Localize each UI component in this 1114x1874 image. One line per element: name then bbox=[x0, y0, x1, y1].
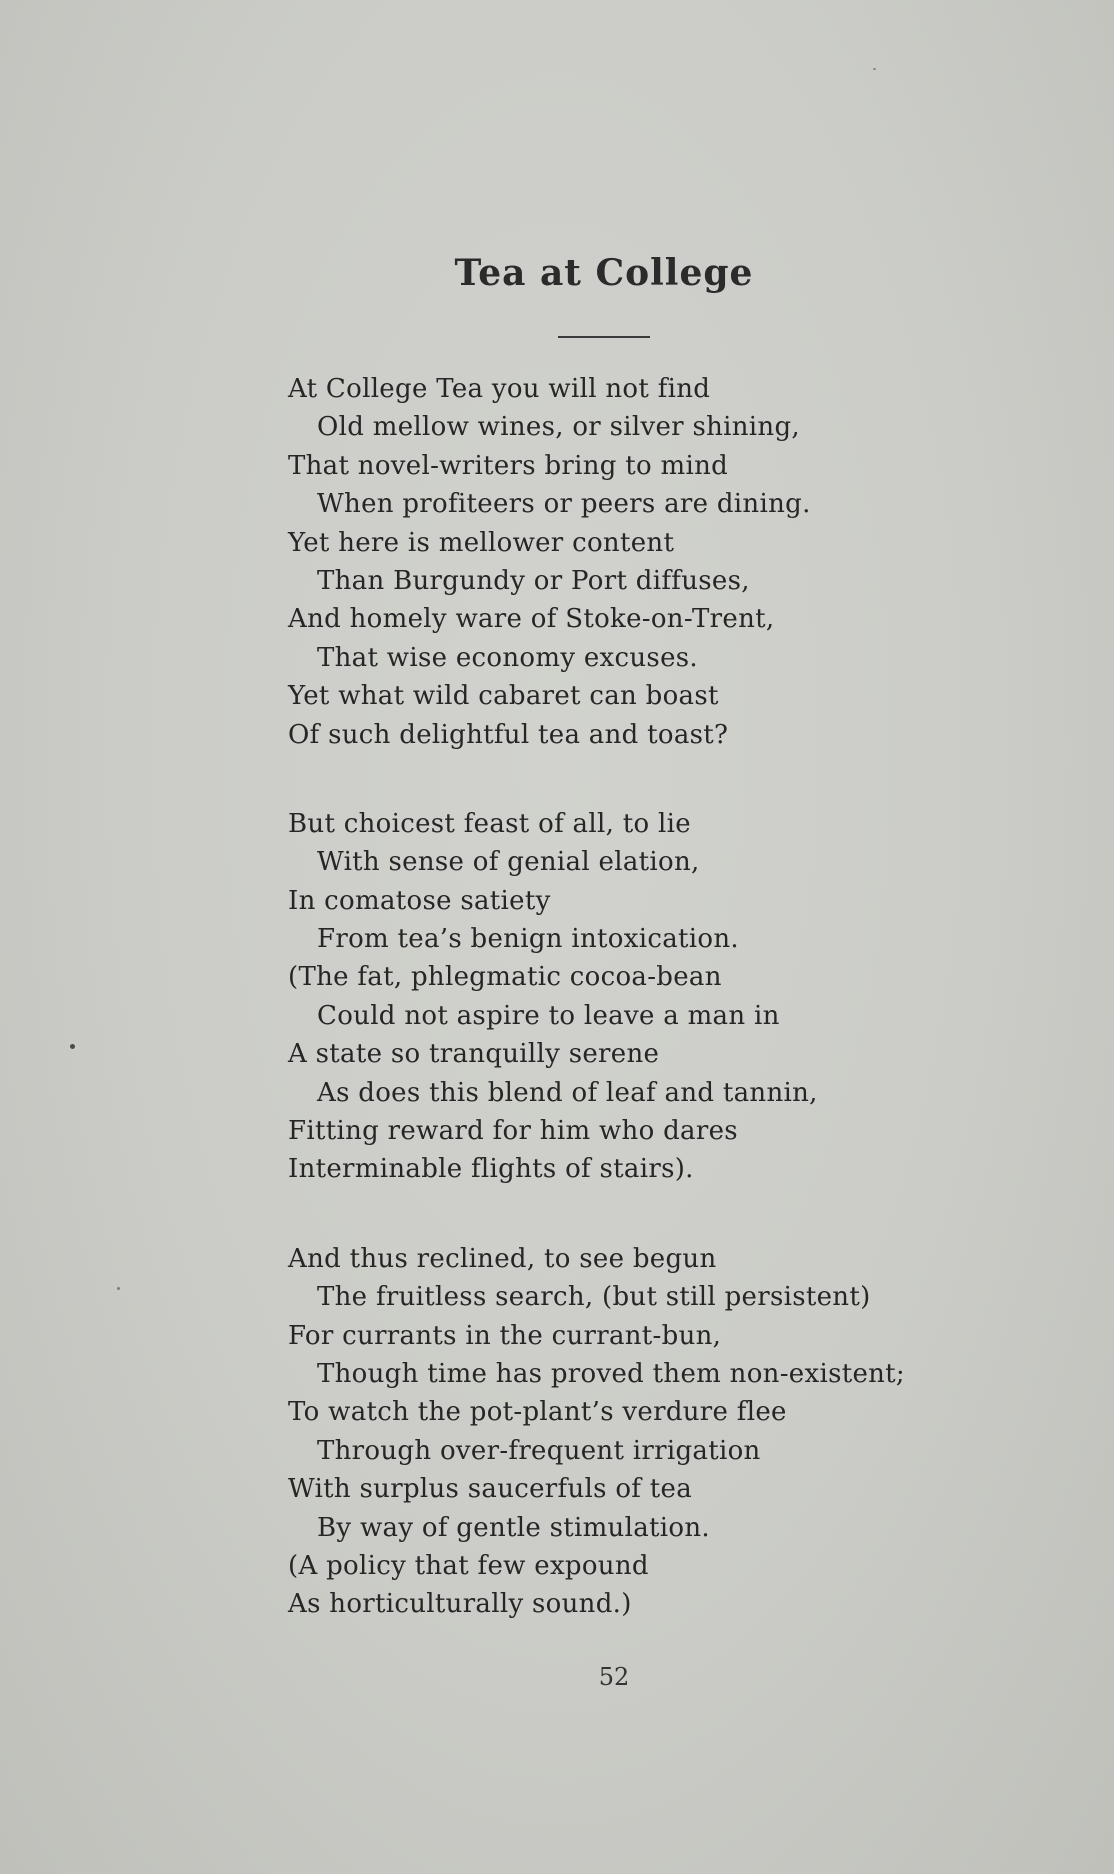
poem-line: At College Tea you will not find bbox=[288, 374, 711, 404]
poem-line: Though time has proved them non-existent; bbox=[317, 1358, 905, 1389]
stanza-1 bbox=[288, 370, 1068, 754]
poem-line: With sense of genial elation, bbox=[317, 847, 700, 878]
poem-line: And thus reclined, to see begun bbox=[288, 1243, 717, 1274]
poem-line: Than Burgundy or Port diffuses, bbox=[317, 565, 750, 596]
paper-speck bbox=[873, 68, 876, 70]
stanza-2 bbox=[288, 805, 1068, 1189]
poem-line: Yet here is mellower content bbox=[288, 527, 675, 558]
poem-line: With surplus saucerfuls of tea bbox=[288, 1474, 693, 1505]
poem-line: Interminable flights of stairs). bbox=[288, 1154, 694, 1185]
paper-speck bbox=[117, 1287, 120, 1290]
poem-line: Of such delightful tea and toast? bbox=[288, 719, 729, 750]
page-number: 52 bbox=[598, 1663, 630, 1691]
poem-line: As does this blend of leaf and tannin, bbox=[317, 1077, 818, 1108]
poem-line: The fruitless search, (but still persistent) bbox=[317, 1282, 871, 1313]
poem-line: For currants in the currant-bun, bbox=[288, 1320, 722, 1351]
poem-line: From tea’s benign intoxication. bbox=[317, 924, 739, 955]
poem-line: To watch the pot-plant’s verdure flee bbox=[288, 1397, 787, 1428]
poem-line: That novel-writers bring to mind bbox=[288, 450, 729, 481]
poem-line: A state so tranquilly serene bbox=[288, 1039, 660, 1070]
title-divider bbox=[558, 336, 650, 338]
poem-line: In comatose satiety bbox=[288, 885, 551, 916]
poem-line: Old mellow wines, or silver shining, bbox=[317, 412, 800, 443]
poem-line: And homely ware of Stoke-on-Trent, bbox=[288, 604, 775, 635]
poem-line: Through over-frequent irrigation bbox=[317, 1435, 761, 1466]
poem-line: As horticulturally sound.) bbox=[288, 1589, 632, 1620]
poem-title: Tea at College bbox=[454, 252, 754, 294]
poem-line: When profiteers or peers are dining. bbox=[317, 489, 811, 520]
poem-line: (A policy that few expound bbox=[288, 1550, 649, 1581]
paper-speck bbox=[70, 1044, 75, 1049]
poem-body bbox=[288, 370, 1068, 1624]
stanza-3 bbox=[288, 1240, 1068, 1624]
poem-line: By way of gentle stimulation. bbox=[317, 1512, 710, 1543]
poem-line: Fitting reward for him who dares bbox=[288, 1116, 738, 1147]
poem-line: But choicest feast of all, to lie bbox=[288, 808, 691, 839]
poem-line: Yet what wild cabaret can boast bbox=[288, 681, 719, 712]
poem-line: Could not aspire to leave a man in bbox=[317, 1000, 780, 1031]
poem-line: That wise economy excuses. bbox=[317, 642, 698, 673]
poem-line: (The fat, phlegmatic cocoa-bean bbox=[288, 962, 722, 993]
